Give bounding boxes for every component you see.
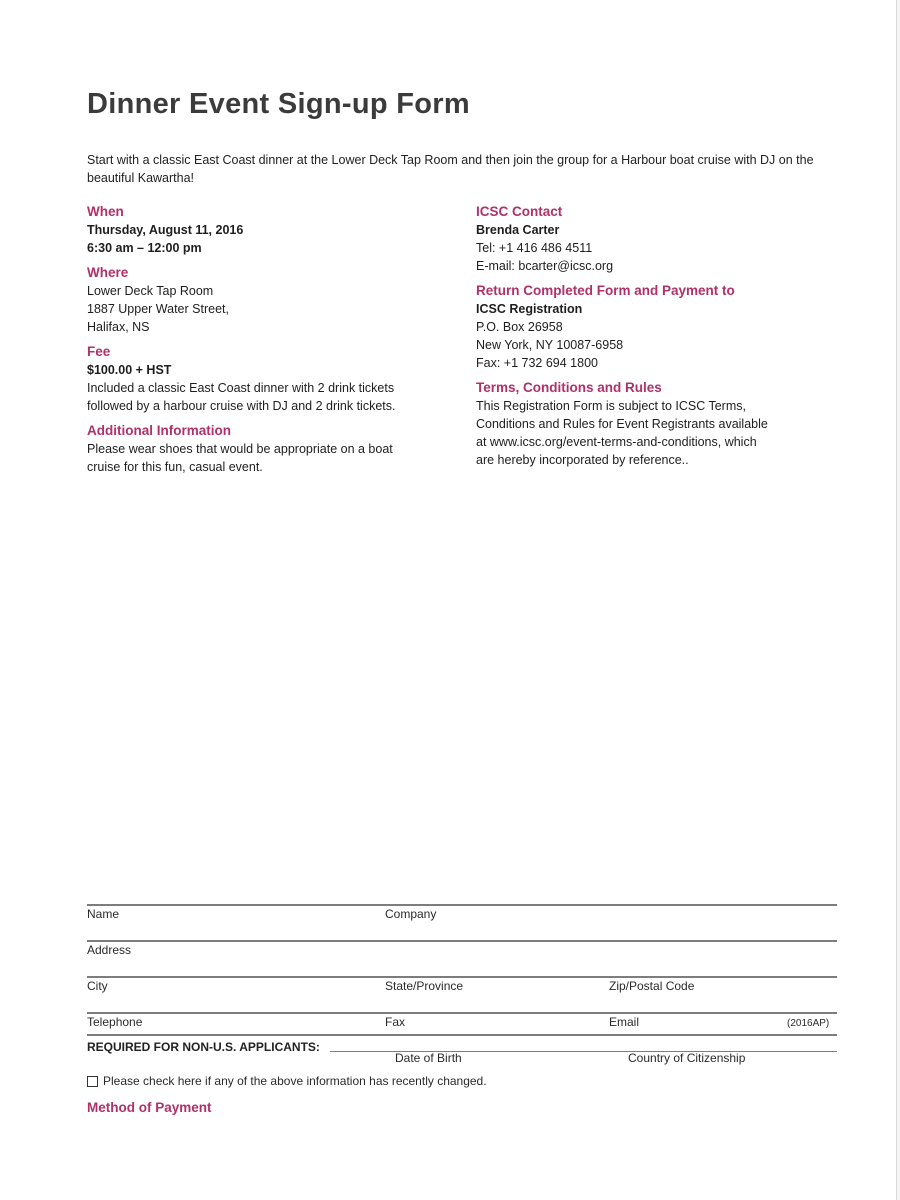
telephone-field[interactable]: Telephone [87, 1015, 143, 1029]
address-field[interactable]: Address [87, 943, 132, 957]
terms-heading: Terms, Conditions and Rules [476, 380, 662, 395]
event-date: Thursday, August 11, 2016 [87, 223, 244, 237]
method-of-payment-heading: Method of Payment [87, 1100, 212, 1115]
venue-line: Lower Deck Tap Room [87, 284, 214, 298]
contact-tel: Tel: +1 416 486 4511 [476, 241, 593, 255]
fee-detail-line: followed by a harbour cruise with DJ and 2 drink tickets. [87, 399, 396, 413]
return-line: P.O. Box 26958 [476, 320, 563, 334]
when-section [87, 203, 447, 257]
return-section [476, 282, 816, 372]
zip-field[interactable]: Zip/Postal Code [609, 979, 695, 993]
contact-name: Brenda Carter [476, 223, 560, 237]
form-rule [87, 1012, 837, 1014]
name-field[interactable]: Name [87, 907, 120, 921]
info-changed-checkbox[interactable] [87, 1076, 98, 1087]
fee-heading: Fee [87, 344, 111, 359]
return-org: ICSC Registration [476, 302, 583, 316]
form-rule [87, 976, 837, 978]
fax-field[interactable]: Fax [385, 1015, 406, 1029]
event-time: 6:30 am – 12:00 pm [87, 241, 202, 255]
additional-info-heading: Additional Information [87, 423, 231, 438]
terms-line: Conditions and Rules for Event Registrants available [476, 417, 768, 431]
where-section [87, 264, 447, 336]
city-field[interactable]: City [87, 979, 108, 993]
return-line: Fax: +1 732 694 1800 [476, 356, 598, 370]
form-rule [87, 940, 837, 942]
contact-section [476, 203, 816, 275]
terms-line: are hereby incorporated by reference.. [476, 453, 689, 467]
terms-section [476, 379, 816, 469]
terms-line: at www.icsc.org/event-terms-and-conditions, which [476, 435, 757, 449]
company-field[interactable]: Company [385, 907, 437, 921]
required-non-us-label: REQUIRED FOR NON-U.S. APPLICANTS: [87, 1040, 320, 1054]
fee-section [87, 343, 447, 415]
fee-amount: $100.00 + HST [87, 363, 172, 377]
return-line: New York, NY 10087-6958 [476, 338, 624, 352]
state-field[interactable]: State/Province [385, 979, 464, 993]
contact-heading: ICSC Contact [476, 204, 563, 219]
citizenship-field[interactable]: Country of Citizenship [628, 1051, 746, 1065]
page-title: Dinner Event Sign-up Form [87, 88, 470, 120]
venue-line: Halifax, NS [87, 320, 150, 334]
date-of-birth-field[interactable]: Date of Birth [395, 1051, 462, 1065]
contact-email: E-mail: bcarter@icsc.org [476, 259, 614, 273]
form-rule [87, 1034, 837, 1036]
info-changed-label: Please check here if any of the above information has recently changed. [103, 1074, 487, 1088]
intro-paragraph: Start with a classic East Coast dinner at the Lower Deck Tap Room and then join the group for a Harbour boat cruise with DJ on the beautiful Kawartha! [87, 153, 814, 185]
form-code: (2016AP) [787, 1018, 830, 1029]
left-column [87, 203, 447, 483]
where-heading: Where [87, 265, 129, 280]
terms-line: This Registration Form is subject to ICSC Terms, [476, 399, 746, 413]
additional-info-line: cruise for this fun, casual event. [87, 460, 263, 474]
when-heading: When [87, 204, 124, 219]
venue-line: 1887 Upper Water Street, [87, 302, 229, 316]
return-heading: Return Completed Form and Payment to [476, 283, 735, 298]
info-changed-row [87, 1074, 487, 1088]
additional-info-line: Please wear shoes that would be appropriate on a boat [87, 442, 393, 456]
right-column [476, 203, 816, 476]
email-field[interactable]: Email [609, 1015, 640, 1029]
fee-detail-line: Included a classic East Coast dinner with 2 drink tickets [87, 381, 395, 395]
form-rule [87, 904, 837, 906]
additional-info-section [87, 422, 447, 476]
